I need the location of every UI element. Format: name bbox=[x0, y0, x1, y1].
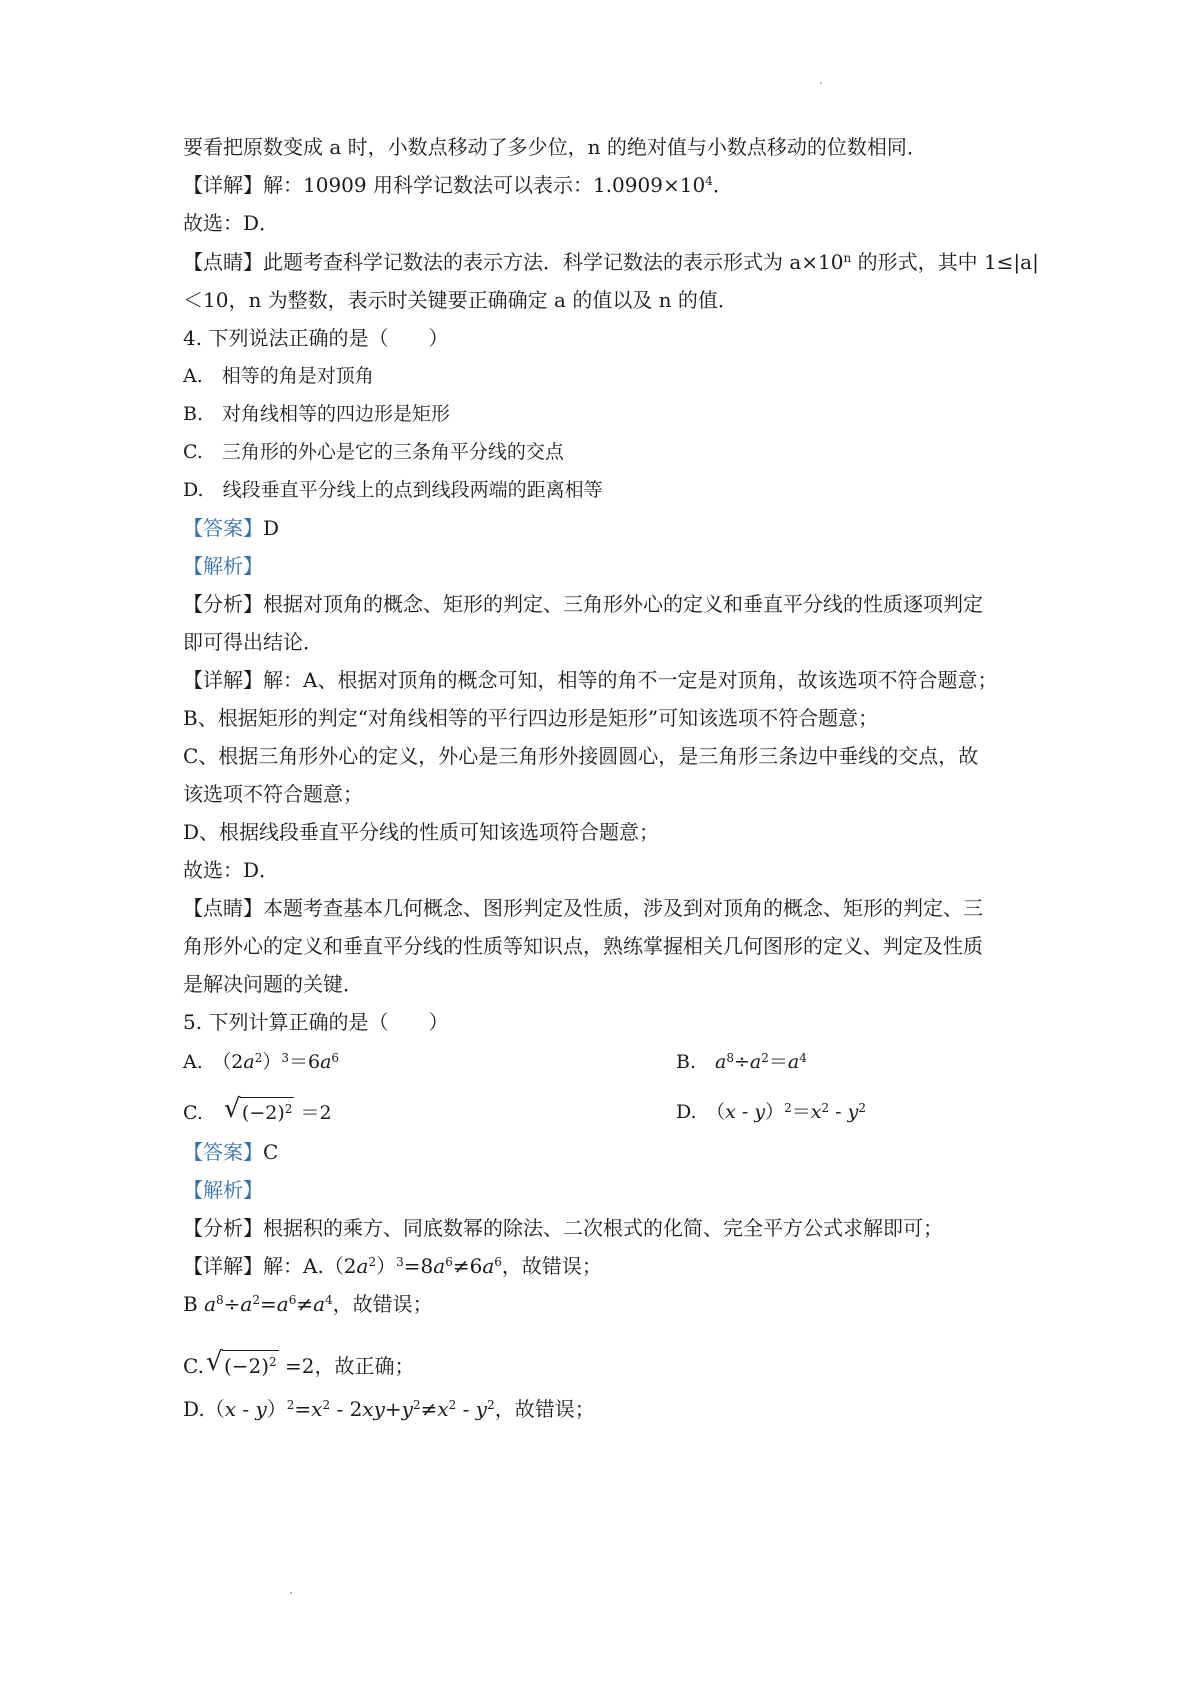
question-4-review-1 bbox=[183, 893, 983, 923]
fenxi-tag: 【分析】 bbox=[183, 592, 263, 616]
answer-tag: 【答案】 bbox=[183, 516, 263, 540]
exponent: n bbox=[843, 251, 852, 265]
question-5-answer bbox=[183, 1137, 278, 1167]
question-4-review-2: 角形外心的定义和垂直平分线的性质等知识点，熟练掌握相关几何图形的定义、判定及性质 bbox=[183, 934, 983, 958]
review-tag: 【点睛】 bbox=[183, 250, 263, 274]
option-letter: C. bbox=[183, 1102, 203, 1124]
detail-prefix: B bbox=[183, 1292, 198, 1316]
option-letter: A. bbox=[183, 1051, 203, 1073]
option-letter: D. bbox=[676, 1101, 697, 1123]
sqrt-expression: √ $(-2)^2$ bbox=[224, 1097, 294, 1128]
review-text: 此题考查科学记数法的表示方法．科学记数法的表示形式为 a×10 bbox=[263, 250, 844, 274]
question-5-option-d: D. $(x - y)^2=x^2 - y^2$ bbox=[676, 1101, 866, 1123]
question-4-option-c: C. 三角形的外心是它的三条角平分线的交点 bbox=[183, 441, 564, 463]
detail-tag: 【详解】 bbox=[183, 173, 263, 197]
question-4-analysis-tag: 【解析】 bbox=[183, 554, 263, 578]
question-4-fenxi bbox=[183, 589, 983, 619]
detail-tag: 【详解】 bbox=[183, 1254, 263, 1278]
review-text-tail: 的形式，其中 1≤|a| bbox=[851, 250, 1039, 274]
paragraph-sci-notation-hint: 要看把原数变成 a 时，小数点移动了多少位，n 的绝对值与小数点移动的位数相同． bbox=[183, 135, 927, 159]
question-5-option-a: A. $(2a^2)^3=6a^6$ bbox=[183, 1051, 340, 1073]
question-4-detail-5: D、根据线段垂直平分线的性质可知该选项符合题意； bbox=[183, 820, 660, 844]
period: ． bbox=[712, 173, 733, 197]
scan-speck bbox=[820, 82, 822, 84]
detail-tag: 【详解】 bbox=[183, 668, 263, 692]
question-5-option-c: C. √ $(-2)^2 =2$ bbox=[183, 1097, 332, 1128]
review-tag: 【点睛】 bbox=[183, 896, 263, 920]
fenxi-text: 根据积的乘方、同底数幂的除法、二次根式的化简、完全平方公式求解即可； bbox=[263, 1216, 943, 1240]
question-5-detail-d: $D.(x - y)^2=x^2 - 2xy+y^2\ne x^2 - y^2$，故错误； bbox=[183, 1397, 595, 1421]
question-4-detail-3: C、根据三角形外心的定义，外心是三角形外接圆圆心，是三角形三条边中垂线的交点，故 bbox=[183, 744, 979, 768]
question-5-detail-a: 【详解】解：$A.(2a^2)^3=8a^6\ne 6a^6$，故错误； bbox=[183, 1254, 602, 1278]
paragraph-choose-q3: 故选：D． bbox=[183, 211, 280, 235]
detail-suffix: ，故错误； bbox=[494, 1397, 595, 1421]
question-4-answer bbox=[183, 513, 279, 543]
detail-prefix: D. bbox=[183, 1397, 205, 1421]
sqrt-expression: √ $(-2)^2$ bbox=[206, 1350, 279, 1381]
detail-text: 解：A、根据对顶角的概念可知，相等的角不一定是对顶角，故该选项不符合题意； bbox=[263, 668, 998, 692]
exponent: 4 bbox=[705, 174, 713, 188]
answer-value: C bbox=[263, 1140, 279, 1164]
question-5-detail-b: B $a^8\div a^2=a^6\ne a^4$，故错误； bbox=[183, 1292, 433, 1316]
question-4-detail-2: B、根据矩形的判定“对角线相等的平行四边形是矩形”可知该选项不符合题意； bbox=[183, 706, 879, 730]
question-4-option-a: A. 相等的角是对顶角 bbox=[183, 365, 374, 387]
fenxi-text: 根据对顶角的概念、矩形的判定、三角形外心的定义和垂直平分线的性质逐项判定 bbox=[263, 592, 983, 616]
question-4-stem: 4. 下列说法正确的是（ ） bbox=[183, 326, 449, 350]
paragraph-review-q3-cont: ＜10，n 为整数，表示时关键要正确确定 a 的值以及 n 的值． bbox=[183, 288, 738, 312]
detail-suffix: ，故错误； bbox=[332, 1292, 433, 1316]
question-5-analysis-tag: 【解析】 bbox=[183, 1178, 263, 1202]
detail-suffix: =2，故正确； bbox=[285, 1354, 415, 1378]
question-4-detail-1 bbox=[183, 665, 997, 695]
question-5-stem: 5. 下列计算正确的是（ ） bbox=[183, 1010, 449, 1034]
question-5-option-b: B. $a^8\div a^2=a^4$ bbox=[676, 1051, 807, 1073]
scan-speck bbox=[290, 1592, 292, 1594]
fenxi-tag: 【分析】 bbox=[183, 1216, 263, 1240]
question-4-detail-4: 该选项不符合题意； bbox=[183, 782, 363, 806]
detail-suffix: ，故错误； bbox=[501, 1254, 602, 1278]
review-text: 本题考查基本几何概念、图形判定及性质，涉及到对顶角的概念、矩形的判定、三 bbox=[263, 896, 983, 920]
question-4-choose: 故选：D． bbox=[183, 858, 280, 882]
paragraph-detail-q3 bbox=[183, 170, 733, 200]
answer-tag: 【答案】 bbox=[183, 1140, 263, 1164]
question-5-fenxi bbox=[183, 1213, 943, 1243]
paragraph-review-q3 bbox=[183, 247, 1039, 277]
question-4-fenxi-cont: 即可得出结论． bbox=[183, 630, 323, 654]
answer-value: D bbox=[263, 516, 280, 540]
option-letter: B. bbox=[676, 1051, 697, 1073]
detail-prefix: 解：A. bbox=[263, 1254, 324, 1278]
question-4-review-3: 是解决问题的关键． bbox=[183, 972, 363, 996]
question-4-option-b: B. 对角线相等的四边形是矩形 bbox=[183, 403, 451, 425]
detail-prefix: C. bbox=[183, 1354, 204, 1378]
question-4-option-d: D. 线段垂直平分线上的点到线段两端的距离相等 bbox=[183, 479, 603, 501]
detail-text: 解：10909 用科学记数法可以表示：1.0909×10 bbox=[263, 173, 706, 197]
question-5-detail-c bbox=[183, 1347, 415, 1381]
